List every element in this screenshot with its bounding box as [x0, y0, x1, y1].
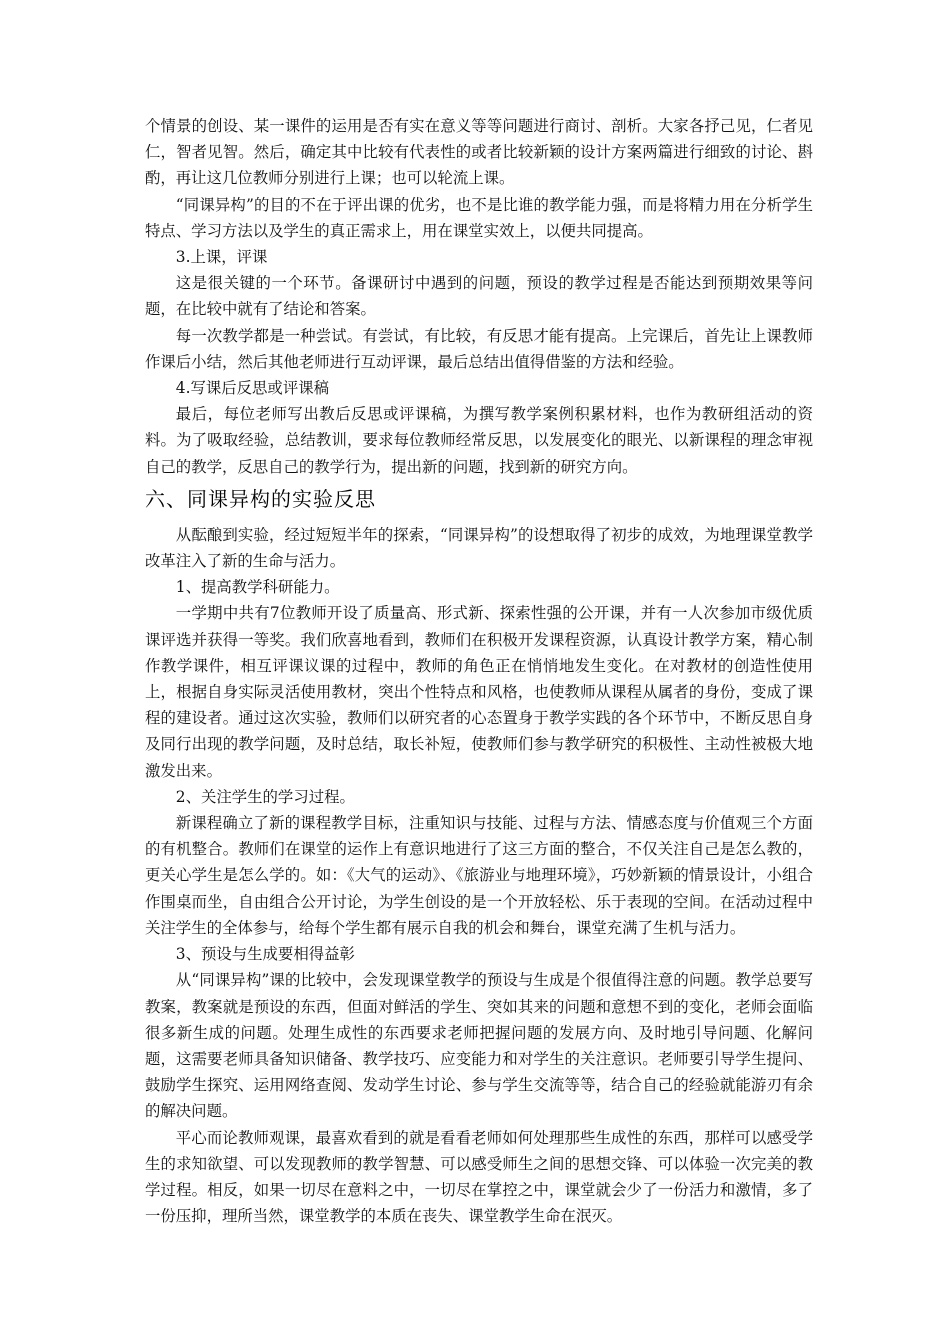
- subheading-reflection: 4.写课后反思或评课稿: [175, 379, 329, 398]
- paragraph-learning-process: 新课程确立了新的课程教学目标，注重知识与技能、过程与方法、情感态度与价值观三个方面的有机整合。教师们在课堂的运作上有意识地进行了这三方面的整合，不仅关注自己是怎么教的，更关心学生是怎么学的。如：《大气的运动》、《旅游业与地理环境》，巧妙新颖的情景设计，小组合作围桌而坐，自由组合公开讨论，为学生创设的是一个开放轻松、乐于表现的空间。在活动过程中关注学生的全体参与，给每个学生都有展示自我的机会和舞台，课堂充满了生机与活力。: [145, 814, 813, 937]
- paragraph-preset-generation: 从“同课异构”课的比较中，会发现课堂教学的预设与生成是个很值得注意的问题。教学总要写教案，教案就是预设的东西，但面对鲜活的学生、突如其来的问题和意想不到的变化，老师会面临很多新生成的问题。处理生成性的东西要求老师把握问题的发展方向、及时地引导问题、化解问题，这需要老师具备知识储备、教学技巧、应变能力和对学生的关注意识。老师要引导学生提问、鼓励学生探究、运用网络查阅、发动学生讨论、参与学生交流等等，结合自己的经验就能游刃有余的解决问题。: [145, 971, 813, 1121]
- paragraph-continuation: 个情景的创设、某一课件的运用是否有实在意义等等问题进行商讨、剖析。大家各抒己见，仁者见仁，智者见智。然后，确定其中比较有代表性的或者比较新颖的设计方案两篇进行细致的讨论、斟酌，再让这几位教师分别进行上课；也可以轮流上课。: [145, 117, 813, 188]
- paragraph-intro: 从酝酿到实验，经过短短半年的探索，“同课异构”的设想取得了初步的成效，为地理课堂教学改革注入了新的生命与活力。: [145, 525, 813, 571]
- paragraph-key-step: 这是很关键的一个环节。备课研讨中遇到的问题，预设的教学过程是否能达到预期效果等问题，在比较中就有了结论和答案。: [145, 274, 813, 319]
- paragraph-reflection: 最后，每位老师写出教后反思或评课稿，为撰写教学案例积累材料，也作为教研组活动的资料。为了吸取经验，总结教训，要求每位教师经常反思，以发展变化的眼光、以新课程的理念审视自己的教学，反思自己的教学行为，提出新的问题，找到新的研究方向。: [145, 405, 813, 476]
- subheading-teach-evaluate: 3.上课，评课: [175, 248, 268, 267]
- subheading-research-ability: 1、提高教学科研能力。: [175, 578, 340, 597]
- section-heading: 六、同课异构的实验反思: [145, 486, 376, 511]
- paragraph-attempt: 每一次教学都是一种尝试。有尝试，有比较，有反思才能有提高。上完课后，首先让上课教师作课后小结，然后其他老师进行互动评课，最后总结出值得借鉴的方法和经验。: [145, 326, 813, 371]
- subheading-learning-process: 2、关注学生的学习过程。: [175, 787, 355, 806]
- paragraph-research-ability: 一学期中共有7位教师开设了质量高、形式新、探索性强的公开课，并有一人次参加市级优质课评选并获得一等奖。我们欣喜地看到，教师们在积极开发课程资源，认真设计教学方案，精心制作教学课件，相互评课议课的过程中，教师的角色正在悄悄地发生变化。在对教材的创造性使用上，根据自身实际灵活使用教材，突出个性特点和风格，也使教师从课程从属者的身份，变成了课程的建设者。通过这次实验，教师们以研究者的心态置身于教学实践的各个环节中，不断反思自身及同行出现的教学问题，及时总结，取长补短，使教师们参与教学研究的积极性、主动性被极大地激发出来。: [145, 604, 813, 780]
- subheading-preset-generation: 3、预设与生成要相得益彰: [175, 945, 355, 964]
- paragraph-observation: 平心而论教师观课，最喜欢看到的就是看看老师如何处理那些生成性的东西，那样可以感受学生的求知欲望、可以发现教师的教学智慧、可以感受师生之间的思想交锋、可以体验一次完美的教学过程。相反，如果一切尽在意料之中，一切尽在掌控之中，课堂就会少了一份活力和激情，多了一份压抑，理所当然，课堂教学的本质在丧失、课堂教学生命在泯灭。: [145, 1128, 813, 1226]
- paragraph-purpose: “同课异构”的目的不在于评出课的优劣，也不是比谁的教学能力强，而是将精力用在分析学生特点、学习方法以及学生的真正需求上，用在课堂实效上，以便共同提高。: [145, 195, 813, 240]
- document-body: [145, 113, 813, 1229]
